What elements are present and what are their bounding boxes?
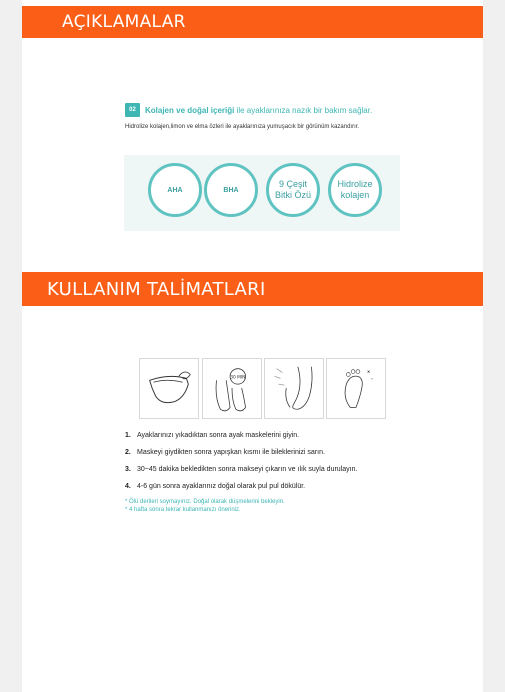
foot-mask-bag-icon (139, 358, 199, 419)
step-text: Maskeyi giydikten sonra yapışkan kısmı ile bileklerinizi sarın. (137, 449, 325, 456)
feature-rest-text: ile ayaklarınıza nazık bir bakım sağlar. (234, 105, 373, 115)
step-text: 4-6 gün sonra ayaklarınız doğal olarak pul pul dökülür. (137, 483, 306, 490)
ingredient-plant-extracts: 9 Çeşit Bitki Özü (266, 163, 320, 217)
ingredient-bha: BHA (204, 163, 258, 217)
ingredient-aha: AHA (148, 163, 202, 217)
feature-description: Hidrolize kolajen,limon ve elma özleri ile ayaklarınıza yumuşacık bir görünüm kazandırır. (125, 124, 360, 130)
step-2 (125, 449, 325, 456)
step-text: 30~45 dakika bekledikten sonra makseyi çıkarın ve ılık suyla durulayın. (137, 466, 358, 473)
section-header-kullanim (22, 272, 483, 306)
step-number: 1. (125, 432, 131, 439)
ingredient-collagen: Hidrolize kolajen (328, 163, 382, 217)
step-number: 2. (125, 449, 131, 456)
step-number: 4. (125, 483, 131, 490)
feature-text (145, 106, 372, 115)
step-text: Ayaklarınızı yıkadıktan sonra ayak maskelerini giyin. (137, 432, 300, 439)
section-title: AÇIKLAMALAR (62, 12, 186, 32)
feet-timer-icon (202, 358, 262, 419)
section-title: KULLANIM TALİMATLARI (47, 278, 266, 300)
smooth-foot-icon (326, 358, 386, 419)
step-3 (125, 466, 357, 473)
ingredients-panel (124, 155, 400, 231)
peeling-legs-icon (264, 358, 324, 419)
timer-label: 30 MIN (230, 375, 246, 381)
feature-headline (125, 103, 372, 117)
note-2: * 4 hafta sonra tekrar kullanmanızı öneriniz. (125, 507, 241, 513)
step-1 (125, 432, 299, 439)
note-1: * Ölü derileri soymayınız. Doğal olarak düşmelerini bekleyin. (125, 499, 285, 505)
step-number: 3. (125, 466, 131, 473)
number-badge: 02 (125, 103, 140, 117)
section-header-aciklamalar (22, 6, 483, 38)
feature-bold-text: Kolajen ve doğal içeriği (145, 105, 235, 115)
step-4 (125, 483, 305, 490)
